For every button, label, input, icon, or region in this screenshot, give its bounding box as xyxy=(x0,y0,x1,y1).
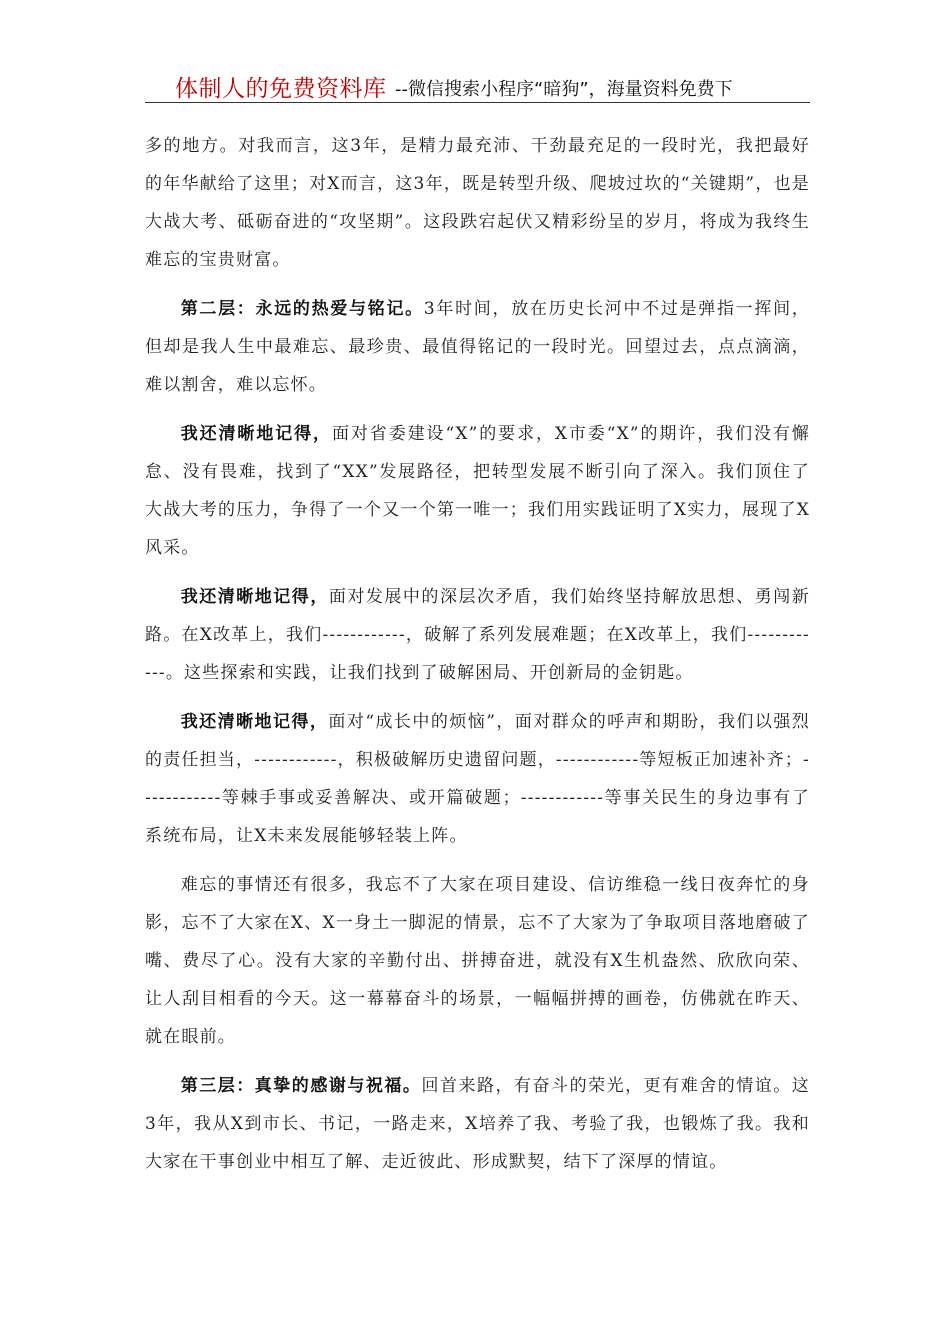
paragraph-7 xyxy=(145,1067,810,1181)
document-body xyxy=(145,127,810,1192)
paragraph-text: 多的地方。对我而言，这3年，是精力最充沛、干劲最充足的一段时光，我把最好的年华献给了这里；对X而言，这3年，既是转型升级、爬坡过坎的“关键期”，也是大战大考、砥砺奋进的“攻坚期”。这段跌宕起伏又精彩纷呈的岁月，将成为我终生难忘的宝贵财富。 xyxy=(145,136,810,270)
header-tagline: --微信搜索小程序“暗狗”，海量资料免费下 xyxy=(395,79,733,100)
paragraph-2 xyxy=(145,290,810,404)
paragraph-text: 难忘的事情还有很多，我忘不了大家在项目建设、信访维稳一线日夜奔忙的身影，忘不了大家在X、X一身土一脚泥的情景，忘不了大家为了争取项目落地磨破了嘴、费尽了心。没有大家的辛勤付出、拼搏奋进，就没有X生机盎然、欣欣向荣、让人刮目相看的今天。这一幕幕奋斗的场景，一幅幅拼搏的画卷，仿佛就在昨天、就在眼前。 xyxy=(145,875,810,1047)
paragraph-text: 面对发展中的深层次矛盾，我们始终坚持解放思想、勇闯新路。在X改革上，我们------------，破解了系列发展难题；在X改革上，我们------------。这些探索和实践，让我们找到了破解困局、开创新局的金钥匙。 xyxy=(145,587,810,683)
paragraph-1 xyxy=(145,127,810,279)
paragraph-lead: 我还清晰地记得， xyxy=(180,587,329,607)
paragraph-3 xyxy=(145,415,810,567)
paragraph-6 xyxy=(145,866,810,1056)
document-header xyxy=(145,68,810,103)
paragraph-lead: 我还清晰地记得， xyxy=(180,424,332,444)
paragraph-lead: 我还清晰地记得， xyxy=(180,712,329,732)
paragraph-text: 3年时间，放在历史长河中不过是弹指一挥间，但却是我人生中最难忘、最珍贵、最值得铭记的一段时光。回望过去，点点滴滴，难以割舍，难以忘怀。 xyxy=(145,299,811,395)
header-brand: 体制人的免费资料库 xyxy=(175,76,387,102)
paragraph-text: 面对“成长中的烦恼”，面对群众的呼声和期盼，我们以强烈的责任担当，------------，积极破解历史遗留问题，------------等短板正加速补齐；------------等棘手事或妥善解决、或开篇破题；------------等事关民生的身边事有了系统布局，让X未来发展能够轻装上阵。 xyxy=(145,712,811,846)
section-heading: 第二层：永远的热爱与铭记。 xyxy=(180,299,424,319)
paragraph-text: 面对省委建设“X”的要求，X市委“X”的期许，我们没有懈怠、没有畏难，找到了“XX”发展路径，把转型发展不断引向了深入。我们顶住了大战大考的压力，争得了一个又一个第一唯一；我们用实践证明了X实力，展现了X风采。 xyxy=(145,424,811,558)
paragraph-text: 回首来路，有奋斗的荣光，更有难舍的情谊。这3年，我从X到市长、书记，一路走来，X培养了我、考验了我，也锻炼了我。我和大家在干事创业中相互了解、走近彼此、形成默契，结下了深厚的情谊。 xyxy=(145,1076,811,1172)
section-heading: 第三层：真挚的感谢与祝福。 xyxy=(180,1076,422,1096)
paragraph-5 xyxy=(145,703,810,855)
paragraph-4 xyxy=(145,578,810,692)
